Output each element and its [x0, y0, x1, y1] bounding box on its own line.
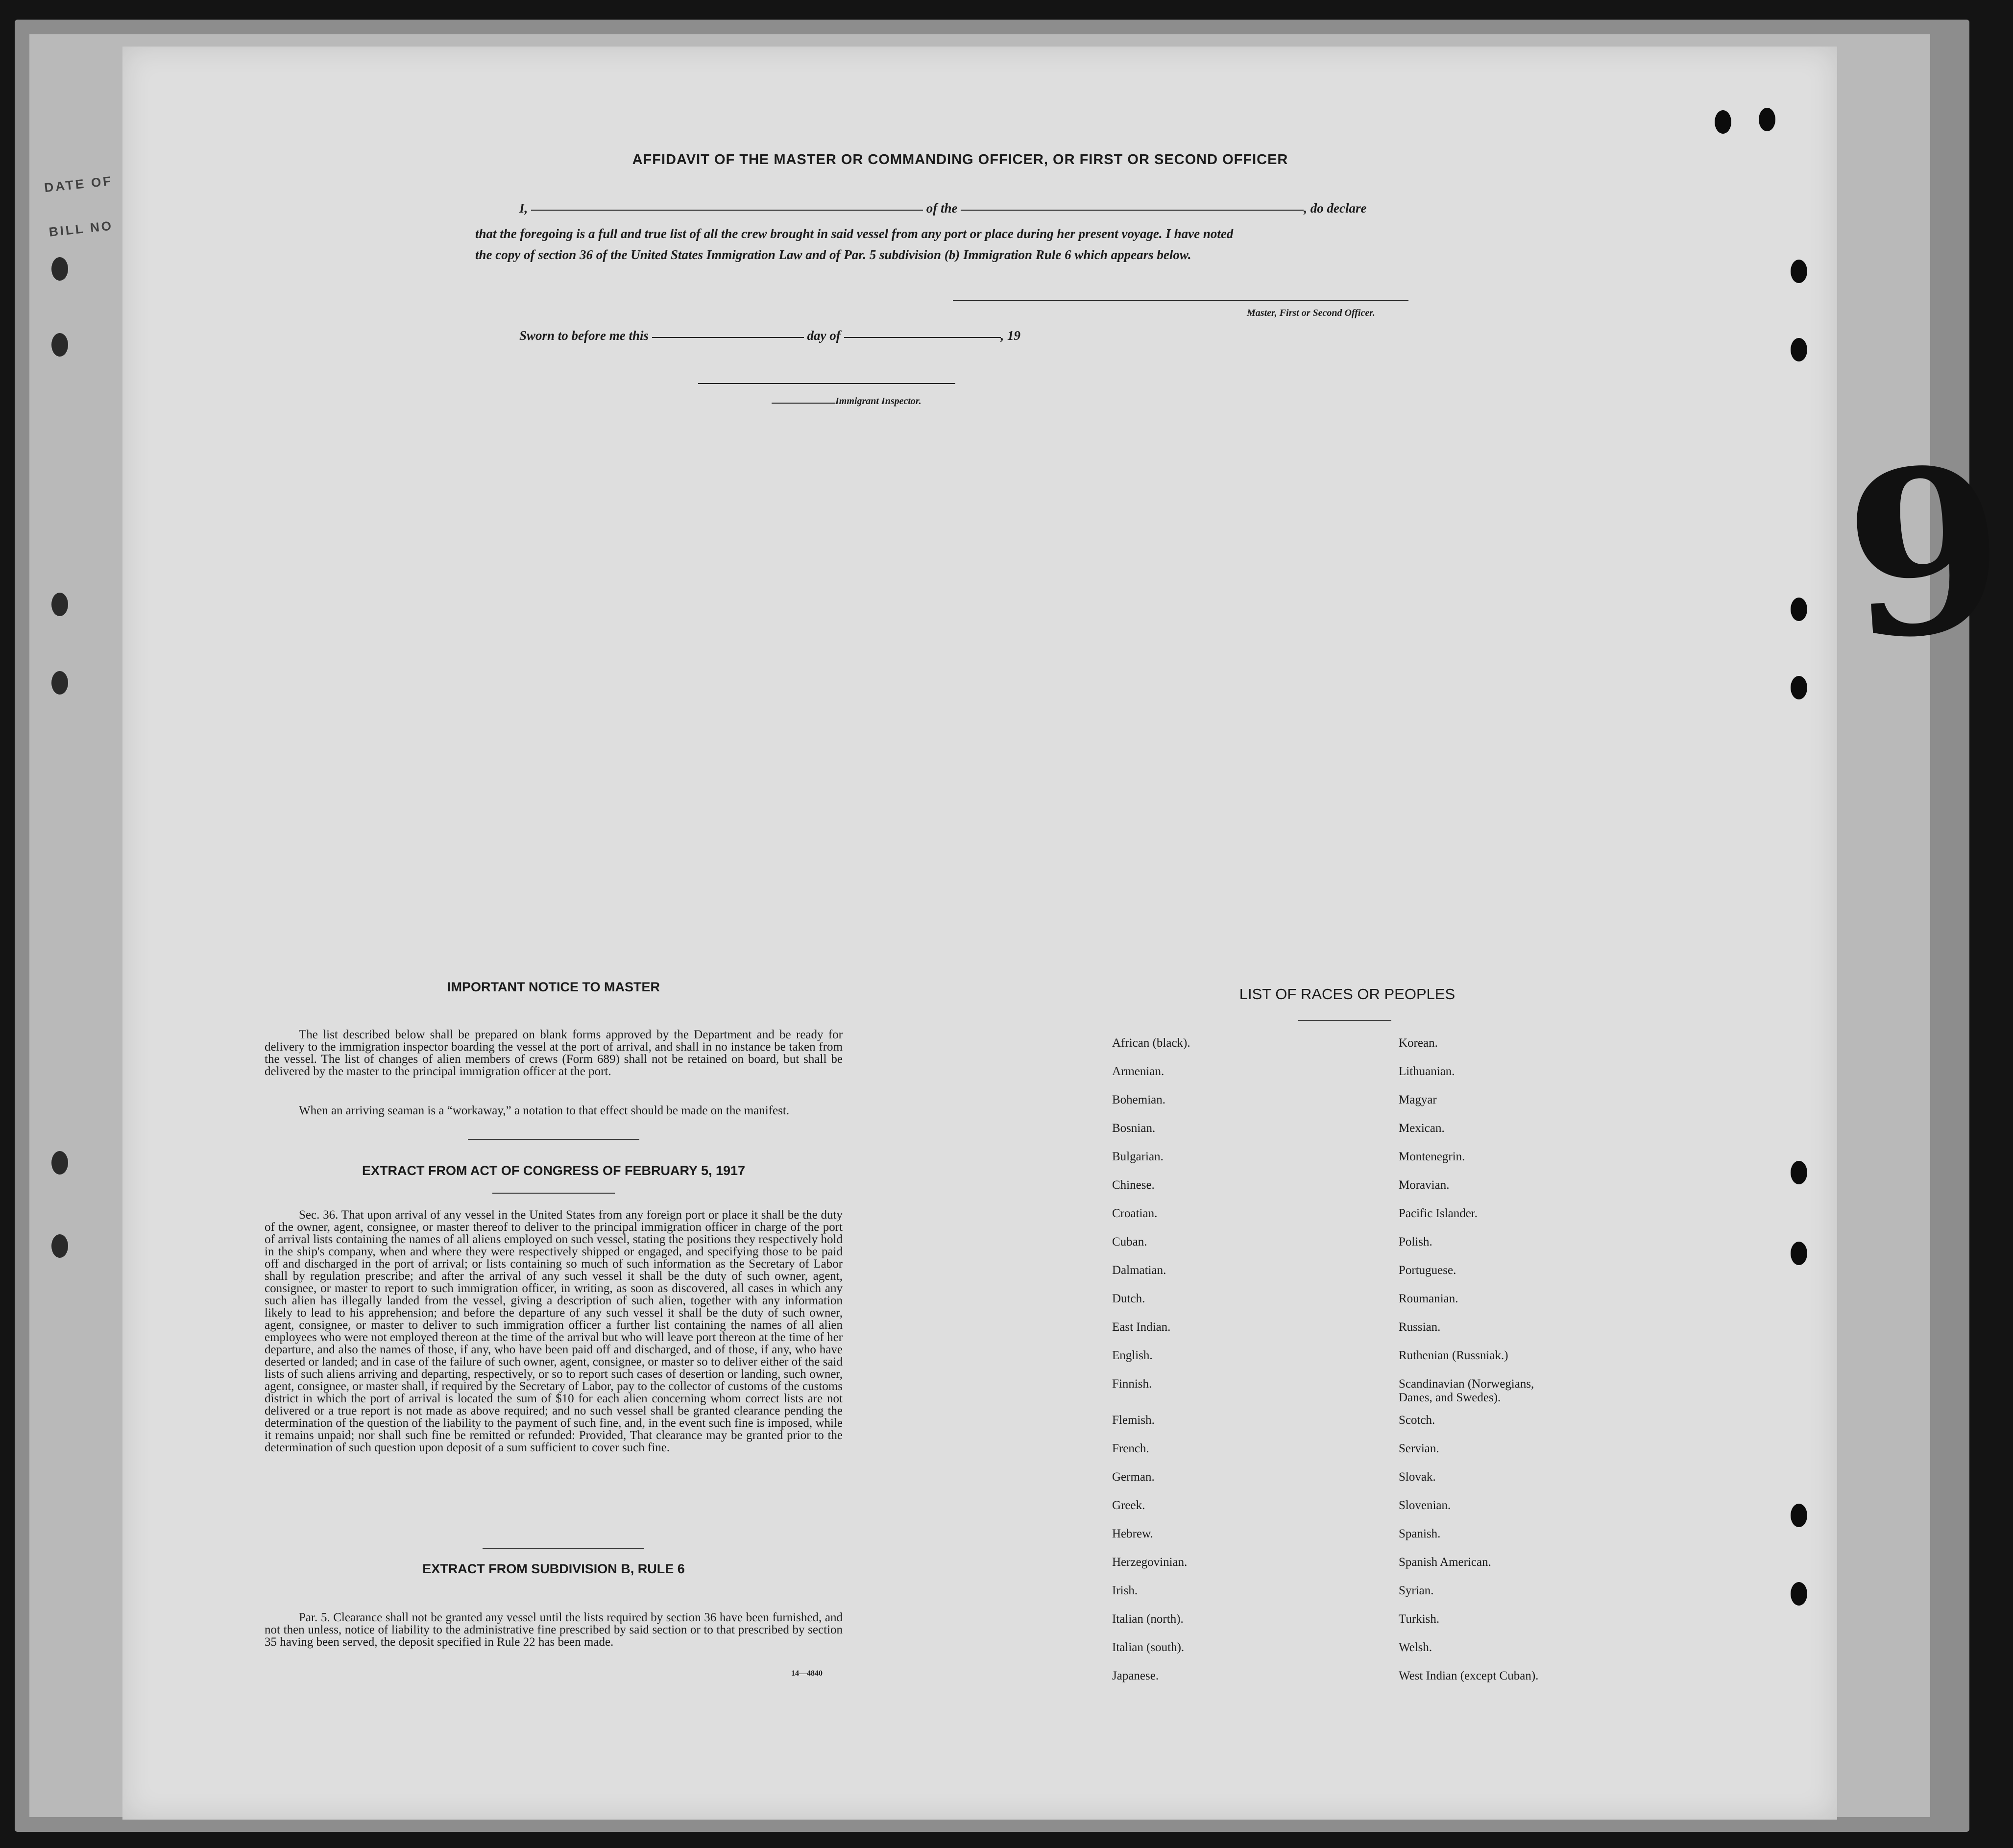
- affidavit-title: AFFIDAVIT OF THE MASTER OR COMMANDING OFFICER, OR FIRST OR SECOND OFFICER: [632, 152, 1288, 168]
- race-item: Slovenian.: [1399, 1499, 1451, 1512]
- race-item: Hebrew.: [1112, 1527, 1153, 1540]
- punch-hole: [51, 671, 68, 695]
- race-item: Syrian.: [1399, 1584, 1434, 1597]
- race-item: Scandinavian (Norwegians, Danes, and Swedes).: [1399, 1377, 1534, 1404]
- race-item: Herzegovinian.: [1112, 1556, 1188, 1569]
- race-item: Spanish.: [1399, 1527, 1441, 1540]
- punch-hole: [1791, 260, 1807, 283]
- affidavit-declaration-line: [519, 201, 1366, 216]
- race-item: Bohemian.: [1112, 1093, 1166, 1106]
- section-divider: [492, 1193, 615, 1194]
- race-item: Slovak.: [1399, 1470, 1436, 1484]
- race-item: Dutch.: [1112, 1292, 1145, 1305]
- name-blank: [531, 210, 923, 211]
- punch-hole: [1791, 598, 1807, 621]
- race-item: Ruthenian (Russniak.): [1399, 1349, 1508, 1362]
- races-left-column: [1112, 1036, 1190, 1698]
- rule-title: EXTRACT FROM SUBDIVISION B, RULE 6: [422, 1561, 685, 1576]
- notice-title: IMPORTANT NOTICE TO MASTER: [447, 980, 660, 994]
- rule-paragraph-5-text: Par. 5. Clearance shall not be granted any vessel until the lists required by section 36 have been furnished, and not then unless, notice of liability to the administrative fine prescribed by said section or to that prescribed by section 35 having been served, the deposit specified in Rule 22 has been made.: [265, 1611, 843, 1649]
- punch-hole: [1791, 1504, 1807, 1527]
- act-section-36-text: Sec. 36. That upon arrival of any vessel in the United States from any foreign port or place it shall be the duty of the owner, agent, consignee, or master thereof to deliver to the principal immigration officer in charge of the port of arrival lists containing the names of all aliens employed on such vessel, stating the positions they respectively hold in the ship's company, when and where they were respectively shipped or engaged, and specifying those to be paid off and discharged in the port of arrival; or lists containing so much of such information as the Secretary of Labor shall by regulation prescribe; and after the arrival of any such vessel it shall be the duty of such owner, agent, consignee, or master to report to such immigration officer, in writing, as soon as discovered, all cases in which any such alien has illegally landed from the vessel, giving a description of such alien, together with any information likely to lead to his apprehension; and before the departure of any such vessel it shall be the duty of such owner, agent, consignee, or master to deliver to such immigration officer a further list containing the names of all alien employees who were not employed thereon at the time of the arrival but who will leave port thereon at the time of her departure, and also the names of those, if any, who have been paid off and discharged, and of those, if any, who have deserted or landed; and in case of the failure of such owner, agent, consignee, or master so to deliver either of the said lists of such aliens arriving and departing, respectively, or so to report such cases of desertion or landing, such owner, agent, consignee, or master shall, if required by the Secretary of Labor, pay to the collector of customs of the customs district in which the port of arrival is located the sum of $10 for each alien concerning whom correct lists are not delivered or a true report is not made as above required; and no such vessel shall be granted clearance pending the determination of the question of the liability to the payment of such fine, and, in the event such fine is imposed, while it remains unpaid; nor shall such fine be remitted or refunded: Provided, That clearance may be granted prior to the determination of such question upon deposit of a sum sufficient to cover such fine.: [265, 1208, 843, 1454]
- punch-hole: [1759, 108, 1775, 131]
- race-item: Bulgarian.: [1112, 1150, 1164, 1163]
- race-item: French.: [1112, 1442, 1149, 1455]
- notice-paragraph-2: When an arriving seaman is a “workaway,” a notation to that effect should be made on the manifest.: [299, 1104, 790, 1117]
- race-item: Armenian.: [1112, 1065, 1164, 1078]
- race-item: Irish.: [1112, 1584, 1138, 1597]
- race-item: Japanese.: [1112, 1669, 1159, 1682]
- race-item: Bosnian.: [1112, 1122, 1156, 1135]
- race-item: Finnish.: [1112, 1377, 1152, 1391]
- punch-hole: [51, 1151, 68, 1175]
- vessel-blank: [961, 210, 1304, 211]
- affidavit-line-3: the copy of section 36 of the United States Immigration Law and of Par. 5 subdivision (b) Immigration Rule 6 which appears below.: [475, 247, 1191, 262]
- race-item: Roumanian.: [1399, 1292, 1458, 1305]
- act-title: EXTRACT FROM ACT OF CONGRESS OF FEBRUARY 5, 1917: [362, 1163, 746, 1178]
- sworn-line: [519, 328, 1020, 343]
- punch-hole: [1791, 338, 1807, 361]
- sworn-day-of: day of: [807, 328, 841, 343]
- form-page: [122, 47, 1837, 1820]
- inspector-short-line: [772, 403, 835, 404]
- affidavit-line-2: that the foregoing is a full and true list of all the crew brought in said vessel from any port or place during her present voyage. I have noted: [475, 226, 1234, 241]
- form-number: 14—4840: [791, 1669, 823, 1678]
- punch-hole: [1715, 110, 1731, 134]
- punch-hole: [1791, 1582, 1807, 1606]
- punch-hole: [1791, 676, 1807, 699]
- punch-hole: [51, 333, 68, 357]
- inspector-label: Immigrant Inspector.: [835, 396, 922, 407]
- punch-hole: [51, 1234, 68, 1258]
- race-item: Scotch.: [1399, 1414, 1435, 1427]
- race-item: Korean.: [1399, 1036, 1438, 1050]
- punch-hole: [1791, 1161, 1807, 1184]
- race-item: Cuban.: [1112, 1235, 1147, 1248]
- race-item: Mexican.: [1399, 1122, 1445, 1135]
- sworn-month-blank: [844, 337, 1001, 338]
- race-item: East Indian.: [1112, 1320, 1171, 1334]
- inspector-signature-line: [698, 383, 955, 384]
- race-item: Servian.: [1399, 1442, 1439, 1455]
- race-item: Croatian.: [1112, 1207, 1158, 1220]
- affidavit-of-the-label: of the: [926, 201, 958, 216]
- race-item: German.: [1112, 1470, 1155, 1484]
- sworn-year: , 19: [1000, 328, 1021, 343]
- race-item: Flemish.: [1112, 1414, 1155, 1427]
- race-item: Italian (north).: [1112, 1612, 1184, 1626]
- race-item: Greek.: [1112, 1499, 1145, 1512]
- race-item: Chinese.: [1112, 1178, 1155, 1192]
- race-item: Turkish.: [1399, 1612, 1440, 1626]
- race-item: Montenegrin.: [1399, 1150, 1465, 1163]
- notice-paragraph-1: The list described below shall be prepared on blank forms approved by the Department and be ready for delivery to the immigration inspector boarding the vessel at the port of arrival, and shall in no instance be taken from the vessel. The list of changes of alien members of crews (Form 689) shall not be retained on board, but shall be delivered by the master to the principal immigration officer at the port.: [265, 1028, 843, 1078]
- section-divider: [483, 1548, 644, 1549]
- punch-hole: [1791, 1242, 1807, 1265]
- edge-stamp: DATE OF BILL NO: [43, 173, 114, 240]
- race-item: Russian.: [1399, 1320, 1441, 1334]
- signature-line: [953, 300, 1408, 301]
- sworn-prefix: Sworn to before me this: [519, 328, 649, 343]
- signature-label: Master, First or Second Officer.: [1247, 308, 1375, 318]
- races-title: LIST OF RACES OR PEOPLES: [1239, 985, 1455, 1003]
- race-item: English.: [1112, 1349, 1153, 1362]
- punch-hole: [51, 593, 68, 616]
- handwritten-number: 9: [1838, 416, 2013, 691]
- race-item: African (black).: [1112, 1036, 1190, 1050]
- sworn-day-blank: [652, 337, 804, 338]
- race-item: Pacific Islander.: [1399, 1207, 1478, 1220]
- race-item: Magyar: [1399, 1093, 1437, 1106]
- race-item: Portuguese.: [1399, 1264, 1456, 1277]
- races-right-column: [1399, 1036, 1538, 1698]
- affidavit-declare-label: , do declare: [1304, 201, 1367, 216]
- section-divider: [1298, 1020, 1391, 1021]
- race-item: Welsh.: [1399, 1641, 1432, 1654]
- race-item: Italian (south).: [1112, 1641, 1185, 1654]
- race-item: West Indian (except Cuban).: [1399, 1669, 1539, 1682]
- race-item: Polish.: [1399, 1235, 1432, 1248]
- race-item: Dalmatian.: [1112, 1264, 1166, 1277]
- affidavit-i-label: I,: [519, 201, 528, 216]
- race-item: Lithuanian.: [1399, 1065, 1455, 1078]
- section-divider: [468, 1139, 639, 1140]
- race-item: Moravian.: [1399, 1178, 1450, 1192]
- race-item: Spanish American.: [1399, 1556, 1491, 1569]
